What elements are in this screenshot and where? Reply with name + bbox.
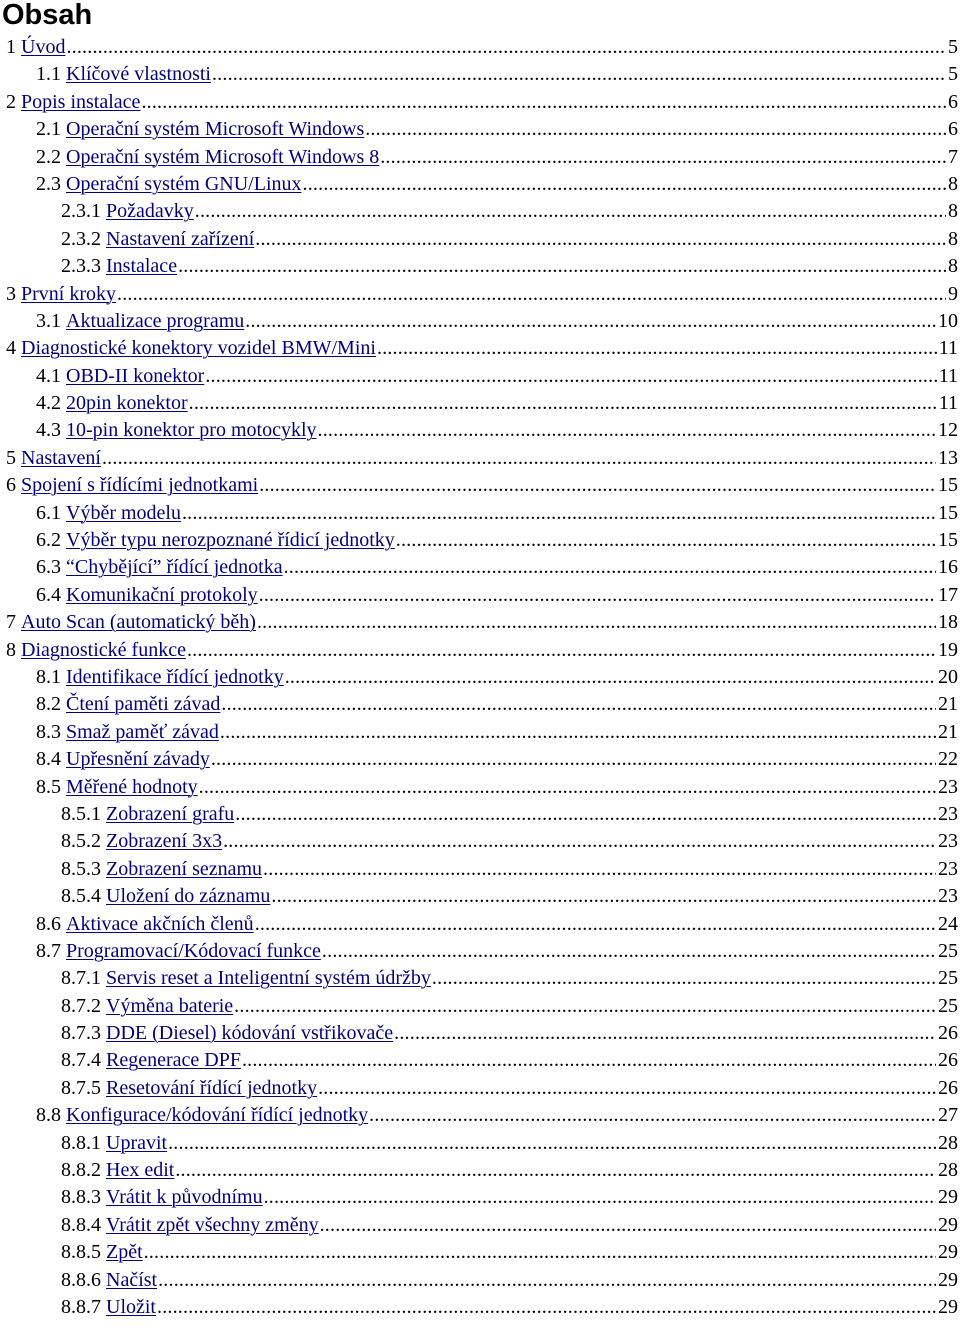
- toc-entry[interactable]: [0, 1184, 958, 1211]
- toc-dot-leader: [182, 500, 936, 527]
- toc-entry-link[interactable]: Úvod: [21, 36, 66, 58]
- toc-entry-page-number: 26: [938, 1049, 958, 1072]
- toc-entry[interactable]: [0, 116, 958, 143]
- toc-entry-link[interactable]: Aktivace akčních členů: [66, 912, 254, 935]
- toc-entry[interactable]: [0, 965, 958, 992]
- toc-entry-link[interactable]: Auto Scan (automatický běh): [21, 611, 256, 634]
- toc-entry-page-number: 23: [938, 885, 958, 908]
- toc-entry[interactable]: [0, 34, 958, 61]
- toc-entry[interactable]: [0, 61, 958, 88]
- toc-entry-link[interactable]: Uložení do záznamu: [106, 885, 271, 908]
- toc-entry-number: 1: [6, 36, 16, 58]
- toc-entry-link[interactable]: První kroky: [21, 282, 116, 305]
- toc-entry-link[interactable]: Zobrazení grafu: [106, 802, 235, 825]
- toc-entry-link[interactable]: Regenerace DPF: [106, 1049, 241, 1072]
- toc-entry-link[interactable]: Smaž paměť závad: [66, 720, 219, 743]
- toc-entry-page-number: 29: [938, 1295, 958, 1318]
- toc-entry-page-number: 29: [938, 1241, 958, 1264]
- toc-entry-link[interactable]: DDE (Diesel) kódování vstřikovače: [106, 1022, 394, 1045]
- toc-entry-link[interactable]: Spojení s řídícími jednotkami: [21, 474, 259, 497]
- toc-entry-number: 8.7.5: [61, 1076, 101, 1099]
- toc-entry[interactable]: [0, 445, 958, 472]
- toc-entry[interactable]: [0, 1239, 958, 1266]
- toc-entry-number: 4.1: [36, 364, 61, 387]
- toc-entry-page-number: 23: [938, 775, 958, 798]
- toc-entry[interactable]: [0, 363, 958, 390]
- toc-dot-leader: [242, 1047, 936, 1074]
- toc-entry-link[interactable]: Požadavky: [106, 200, 194, 223]
- toc-entry-number: 8.7.4: [61, 1049, 101, 1072]
- toc-entry-page-number: 6: [948, 90, 958, 113]
- toc-entry-page-number: 16: [938, 556, 958, 579]
- toc-entry-number: 6.1: [36, 501, 61, 524]
- toc-entry-page-number: 29: [938, 1186, 958, 1209]
- toc-entry[interactable]: [0, 1130, 958, 1157]
- toc-entry-page-number: 15: [938, 474, 958, 497]
- toc-entry-number: 8.8.1: [61, 1131, 101, 1154]
- toc-entry[interactable]: [0, 746, 958, 773]
- toc-entry-page-number: 25: [938, 967, 958, 990]
- toc-entry-number: 8.7: [36, 939, 61, 962]
- toc-entry-page-number: 19: [938, 638, 958, 661]
- toc-entry-page-number: 27: [938, 1104, 958, 1127]
- toc-dot-leader: [303, 171, 946, 198]
- toc-entry-link[interactable]: Výběr modelu: [66, 501, 181, 524]
- toc-dot-leader: [175, 1157, 936, 1184]
- toc-entry-page-number: 22: [938, 748, 958, 771]
- toc-dot-leader: [211, 746, 936, 773]
- toc-entry-number: 8.7.3: [61, 1022, 101, 1045]
- toc-dot-leader: [369, 1102, 936, 1129]
- toc-entry[interactable]: [0, 938, 958, 965]
- toc-entry-link[interactable]: “Chybějící” řídící jednotka: [66, 556, 283, 579]
- toc-entry-number: 5: [6, 446, 16, 469]
- toc-entry-link[interactable]: Upravit: [106, 1131, 168, 1154]
- toc-dot-leader: [178, 253, 946, 280]
- toc-dot-leader: [396, 527, 936, 554]
- toc-dot-leader: [102, 445, 936, 472]
- toc-entry-number: 8.8.6: [61, 1268, 101, 1291]
- toc-dot-leader: [255, 911, 936, 938]
- toc-entry[interactable]: [0, 253, 958, 280]
- toc-dot-leader: [377, 335, 937, 362]
- toc-entry-page-number: 21: [938, 693, 958, 716]
- toc-entry-number: 4: [6, 337, 16, 360]
- toc-entry-link[interactable]: Popis instalace: [21, 90, 141, 113]
- toc-dot-leader: [284, 554, 936, 581]
- toc-entry[interactable]: [0, 856, 958, 883]
- toc-dot-leader: [432, 965, 936, 992]
- toc-entry-number: 8.8: [36, 1104, 61, 1127]
- toc-entry-number: 3.1: [36, 309, 61, 332]
- toc-entry[interactable]: [0, 226, 958, 253]
- toc-entry-number: 2.3.1: [61, 200, 101, 223]
- toc-dot-leader: [221, 691, 936, 718]
- toc-dot-leader: [320, 1212, 936, 1239]
- toc-entry[interactable]: [0, 582, 958, 609]
- toc-entry-page-number: 5: [948, 36, 958, 58]
- toc-dot-leader: [318, 417, 936, 444]
- toc-entry-page-number: 28: [938, 1159, 958, 1182]
- toc-entry-page-number: 23: [938, 802, 958, 825]
- toc-entry-link[interactable]: Aktualizace programu: [66, 309, 245, 332]
- toc-entry-page-number: 15: [938, 501, 958, 524]
- toc-entry-page-number: 8: [948, 172, 958, 195]
- toc-entry-number: 8.8.2: [61, 1159, 101, 1182]
- toc-entry-number: 8: [6, 638, 16, 661]
- toc-entry-link[interactable]: Vrátit zpět všechny změny: [106, 1213, 319, 1236]
- toc-entry-number: 6: [6, 474, 16, 497]
- toc-entry-number: 8.8.3: [61, 1186, 101, 1209]
- toc-dot-leader: [263, 856, 936, 883]
- toc-entry[interactable]: [0, 828, 958, 855]
- toc-entry-number: 2.2: [36, 145, 61, 168]
- toc-entry[interactable]: [0, 144, 958, 171]
- toc-entry-number: 1.1: [36, 63, 61, 86]
- toc-entry[interactable]: [0, 719, 958, 746]
- toc-entry-link[interactable]: Zobrazení 3x3: [106, 830, 223, 853]
- toc-dot-leader: [271, 883, 936, 910]
- toc-entry-page-number: 8: [948, 255, 958, 278]
- toc-entry[interactable]: [0, 527, 958, 554]
- toc-entry-number: 2.3.2: [61, 227, 101, 250]
- toc-entry-number: 6.2: [36, 529, 61, 552]
- toc-dot-leader: [195, 198, 946, 225]
- toc-entry-page-number: 17: [938, 583, 958, 606]
- toc-entry-page-number: 24: [938, 912, 958, 935]
- toc-entry-number: 8.8.7: [61, 1295, 101, 1318]
- toc-entry-page-number: 25: [938, 939, 958, 962]
- toc-entry-link[interactable]: Nastavení: [21, 446, 101, 469]
- toc-entry-link[interactable]: Hex edit: [106, 1159, 175, 1182]
- toc-entry-link[interactable]: Diagnostické konektory vozidel BMW/Mini: [21, 337, 376, 360]
- toc-entry-page-number: 11: [938, 364, 958, 387]
- toc-entry-number: 2.3: [36, 172, 61, 195]
- toc-entry-link[interactable]: Uložit: [106, 1295, 156, 1318]
- toc-entry[interactable]: [0, 390, 958, 417]
- toc-entry-page-number: 23: [938, 830, 958, 853]
- toc-entry-page-number: 28: [938, 1131, 958, 1154]
- toc-dot-leader: [117, 281, 946, 308]
- toc-entry[interactable]: [0, 335, 958, 362]
- toc-entry[interactable]: [0, 89, 958, 116]
- toc-entry-number: 8.5.1: [61, 802, 101, 825]
- toc-entry[interactable]: [0, 637, 958, 664]
- toc-entry-page-number: 13: [938, 446, 958, 469]
- toc-entry[interactable]: [0, 1157, 958, 1184]
- toc-dot-leader: [245, 308, 936, 335]
- toc-dot-leader: [322, 938, 936, 965]
- toc-entry-page-number: 11: [938, 337, 958, 360]
- toc-entry-number: 8.8.5: [61, 1241, 101, 1264]
- toc-dot-leader: [257, 609, 936, 636]
- toc-entry-link[interactable]: Upřesnění závady: [66, 748, 210, 771]
- toc-entry[interactable]: [0, 1047, 958, 1074]
- toc-entry[interactable]: [0, 1020, 958, 1047]
- toc-entry-number: 7: [6, 611, 16, 634]
- toc-entry[interactable]: [0, 609, 958, 636]
- toc-entry-link[interactable]: Diagnostické funkce: [21, 638, 186, 661]
- toc-entry-link[interactable]: 10-pin konektor pro motocykly: [66, 419, 317, 442]
- table-of-contents: [0, 34, 958, 1321]
- toc-entry-number: 3: [6, 282, 16, 305]
- toc-dot-leader: [394, 1020, 936, 1047]
- toc-entry-page-number: 9: [948, 282, 958, 305]
- toc-dot-leader: [365, 116, 946, 143]
- toc-entry-link[interactable]: Instalace: [106, 255, 178, 278]
- toc-entry-link[interactable]: Operační systém Microsoft Windows: [66, 118, 365, 141]
- toc-entry-link[interactable]: Výměna baterie: [106, 994, 234, 1017]
- toc-entry-link[interactable]: Zobrazení seznamu: [106, 857, 263, 880]
- toc-entry-number: 8.5.4: [61, 885, 101, 908]
- toc-entry-page-number: 8: [948, 227, 958, 250]
- toc-entry-page-number: 5: [948, 63, 958, 86]
- toc-dot-leader: [259, 472, 936, 499]
- toc-entry[interactable]: [0, 664, 958, 691]
- toc-entry[interactable]: [0, 911, 958, 938]
- toc-entry-number: 8.8.4: [61, 1213, 101, 1236]
- toc-entry-number: 2.1: [36, 118, 61, 141]
- toc-entry-number: 4.2: [36, 392, 61, 415]
- toc-entry-page-number: 29: [938, 1268, 958, 1291]
- toc-dot-leader: [285, 664, 936, 691]
- toc-entry[interactable]: [0, 883, 958, 910]
- toc-dot-leader: [199, 774, 936, 801]
- toc-entry-page-number: 7: [948, 145, 958, 168]
- toc-entry-page-number: 23: [938, 857, 958, 880]
- toc-entry[interactable]: [0, 1102, 958, 1129]
- toc-entry-number: 8.5: [36, 775, 61, 798]
- toc-entry-number: 8.7.2: [61, 994, 101, 1017]
- toc-entry[interactable]: [0, 171, 958, 198]
- toc-dot-leader: [205, 363, 936, 390]
- toc-entry-link[interactable]: Resetování řídící jednotky: [106, 1076, 318, 1099]
- toc-entry-link[interactable]: 20pin konektor: [66, 392, 188, 415]
- toc-entry[interactable]: [0, 500, 958, 527]
- toc-dot-leader: [380, 144, 946, 171]
- toc-entry-link[interactable]: Konfigurace/kódování řídící jednotky: [66, 1104, 369, 1127]
- toc-entry-number: 8.5.2: [61, 830, 101, 853]
- toc-entry-page-number: 6: [948, 118, 958, 141]
- toc-entry[interactable]: [0, 554, 958, 581]
- toc-entry[interactable]: [0, 993, 958, 1020]
- toc-entry-link[interactable]: Komunikační protokoly: [66, 583, 258, 606]
- toc-entry-page-number: 26: [938, 1022, 958, 1045]
- toc-entry-number: 4.3: [36, 419, 61, 442]
- toc-entry[interactable]: [0, 774, 958, 801]
- toc-entry-link[interactable]: Nastavení zařízení: [106, 227, 255, 250]
- toc-entry-link[interactable]: Programovací/Kódovací funkce: [66, 939, 321, 962]
- toc-entry-number: 6.4: [36, 583, 61, 606]
- toc-dot-leader: [189, 390, 937, 417]
- toc-entry-page-number: 21: [938, 720, 958, 743]
- toc-entry-number: 2: [6, 90, 16, 113]
- toc-entry-link[interactable]: Měřené hodnoty: [66, 775, 198, 798]
- toc-dot-leader: [157, 1294, 936, 1321]
- toc-entry-page-number: 29: [938, 1213, 958, 1236]
- toc-entry-page-number: 20: [938, 665, 958, 688]
- toc-entry-page-number: 10: [938, 309, 958, 332]
- toc-dot-leader: [144, 1239, 936, 1266]
- toc-entry-link[interactable]: Klíčové vlastnosti: [66, 63, 211, 86]
- toc-entry-link[interactable]: Identifikace řídící jednotky: [66, 665, 284, 688]
- toc-dot-leader: [255, 226, 946, 253]
- toc-dot-leader: [264, 1184, 936, 1211]
- toc-dot-leader: [212, 61, 946, 88]
- toc-dot-leader: [235, 801, 936, 828]
- toc-entry-link[interactable]: Operační systém Microsoft Windows 8: [66, 145, 380, 168]
- toc-dot-leader: [141, 89, 946, 116]
- toc-entry-page-number: 25: [938, 994, 958, 1017]
- toc-entry-link[interactable]: Zpět: [106, 1241, 143, 1264]
- toc-entry-number: 8.2: [36, 693, 61, 716]
- toc-entry-link[interactable]: Výběr typu nerozpoznané řídicí jednotky: [66, 529, 395, 552]
- toc-entry[interactable]: [0, 308, 958, 335]
- toc-entry-number: 8.3: [36, 720, 61, 743]
- toc-entry-link[interactable]: Načíst: [106, 1268, 158, 1291]
- toc-dot-leader: [234, 993, 936, 1020]
- toc-entry[interactable]: [0, 1075, 958, 1102]
- toc-entry-number: 6.3: [36, 556, 61, 579]
- toc-entry[interactable]: [0, 281, 958, 308]
- toc-entry-page-number: 26: [938, 1076, 958, 1099]
- toc-entry[interactable]: [0, 691, 958, 718]
- toc-entry-link[interactable]: Operační systém GNU/Linux: [66, 172, 302, 195]
- toc-entry-page-number: 8: [948, 200, 958, 223]
- toc-dot-leader: [223, 828, 936, 855]
- toc-dot-leader: [318, 1075, 936, 1102]
- toc-entry-link[interactable]: Vrátit k původnímu: [106, 1186, 263, 1209]
- toc-entry-page-number: 18: [938, 611, 958, 634]
- toc-entry[interactable]: [0, 472, 958, 499]
- toc-entry-number: 8.5.3: [61, 857, 101, 880]
- toc-entry[interactable]: [0, 1294, 958, 1321]
- toc-entry-number: 8.1: [36, 665, 61, 688]
- toc-entry-number: 8.4: [36, 748, 61, 771]
- toc-entry-number: 8.6: [36, 912, 61, 935]
- toc-entry-link[interactable]: Čtení paměti závad: [66, 693, 221, 716]
- page-title: Obsah: [2, 0, 93, 31]
- toc-dot-leader: [187, 637, 936, 664]
- toc-dot-leader: [259, 582, 936, 609]
- toc-dot-leader: [220, 719, 936, 746]
- toc-entry-link[interactable]: OBD-II konektor: [66, 364, 205, 387]
- toc-entry-page-number: 12: [938, 419, 958, 442]
- toc-dot-leader: [168, 1130, 936, 1157]
- toc-entry-page-number: 15: [938, 529, 958, 552]
- toc-entry-number: 2.3.3: [61, 255, 101, 278]
- toc-dot-leader: [158, 1267, 936, 1294]
- toc-entry[interactable]: [0, 801, 958, 828]
- toc-entry[interactable]: [0, 198, 958, 225]
- toc-entry-number: 8.7.1: [61, 967, 101, 990]
- toc-entry[interactable]: [0, 1267, 958, 1294]
- toc-entry[interactable]: [0, 1212, 958, 1239]
- toc-entry-page-number: 11: [938, 392, 958, 415]
- toc-entry-link[interactable]: Servis reset a Inteligentní systém údržby: [106, 967, 431, 990]
- toc-dot-leader: [66, 34, 946, 61]
- toc-entry[interactable]: [0, 417, 958, 444]
